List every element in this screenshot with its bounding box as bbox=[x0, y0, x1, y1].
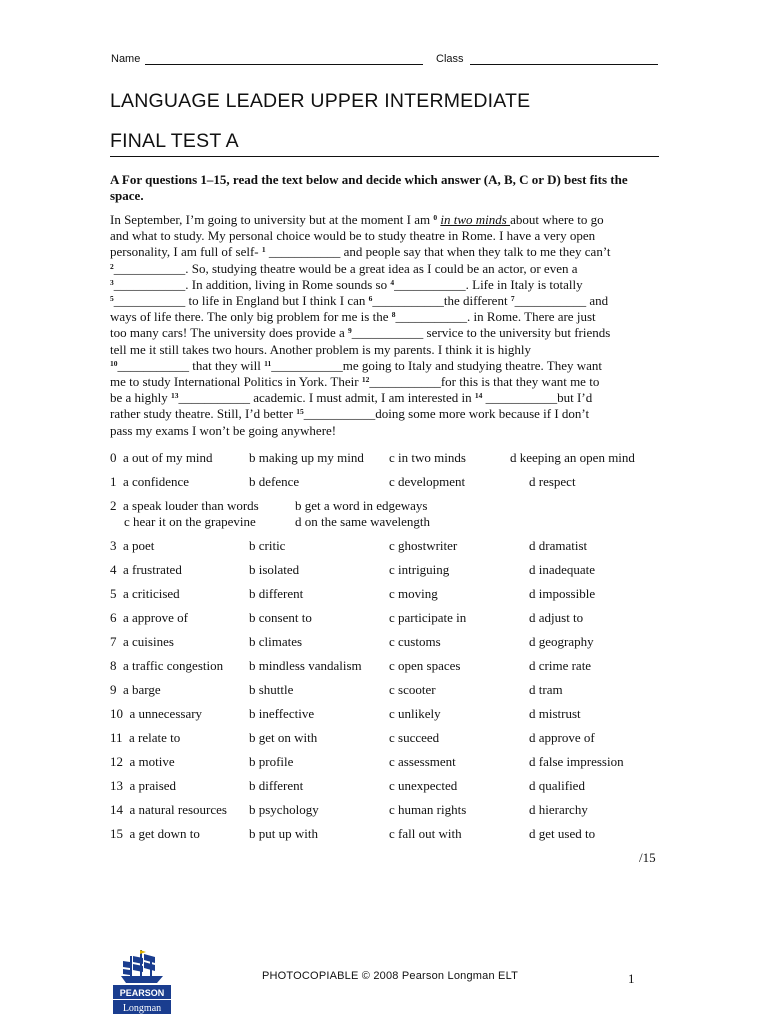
option-a[interactable]: 6 a approve of bbox=[110, 610, 188, 625]
option-b[interactable]: b shuttle bbox=[249, 682, 294, 697]
passage-line: too many cars! The university does provide a $^9$___________ service to the university but friends bbox=[110, 325, 611, 341]
option-b[interactable]: b climates bbox=[249, 634, 303, 649]
option-row-15 bbox=[110, 826, 660, 844]
blank-10[interactable]: ___________ bbox=[117, 357, 189, 373]
option-row-7 bbox=[110, 634, 660, 652]
option-row-4 bbox=[110, 562, 660, 580]
option-b[interactable]: b profile bbox=[249, 754, 294, 769]
test-title: FINAL TEST A bbox=[110, 130, 239, 152]
question-number: 12 bbox=[110, 754, 123, 769]
option-row-6 bbox=[110, 610, 660, 628]
blank-15[interactable]: ___________ bbox=[303, 406, 376, 422]
option-c[interactable]: c intriguing bbox=[389, 562, 450, 577]
option-a[interactable]: 15 a get down to bbox=[110, 826, 200, 841]
option-a[interactable]: 0 a out of my mind bbox=[110, 450, 213, 465]
blank-14[interactable]: ___________ bbox=[485, 390, 558, 406]
option-a[interactable]: 9 a barge bbox=[110, 682, 161, 697]
option-b[interactable]: b isolated bbox=[249, 562, 300, 577]
option-a[interactable]: 11 a relate to bbox=[110, 730, 181, 745]
blank-8[interactable]: ___________ bbox=[395, 309, 467, 325]
option-c[interactable]: c in two minds bbox=[389, 450, 466, 465]
option-d[interactable]: d mistrust bbox=[529, 706, 581, 721]
option-row-5 bbox=[110, 586, 660, 604]
passage-line: and what to study. My personal choice would be to study theatre in Rome. I have a very open bbox=[110, 228, 596, 244]
passage-line: $^{10}$___________ that they will $^{11}$___________me going to Italy and studying theatre. They want bbox=[110, 357, 603, 373]
option-row-11 bbox=[110, 730, 660, 748]
question-number: 0 bbox=[110, 450, 117, 465]
question-number: 14 bbox=[110, 802, 123, 817]
class-field-line[interactable] bbox=[470, 64, 658, 65]
option-b[interactable]: b psychology bbox=[249, 802, 319, 817]
option-d[interactable]: d inadequate bbox=[529, 562, 596, 577]
option-b[interactable]: b making up my mind bbox=[249, 450, 364, 465]
score-total: /15 bbox=[639, 850, 656, 865]
question-number: 3 bbox=[110, 538, 117, 553]
option-b[interactable]: b different bbox=[249, 586, 304, 601]
option-b[interactable]: b defence bbox=[249, 474, 300, 489]
question-number: 13 bbox=[110, 778, 123, 793]
passage-line: personality, I am full of self- $^1$ ___________ and people say that when they talk to me they can’t bbox=[110, 244, 611, 260]
option-c[interactable]: c participate in bbox=[389, 610, 467, 625]
option-a[interactable]: 10 a unnecessary bbox=[110, 706, 203, 721]
option-row-12 bbox=[110, 754, 660, 772]
page-number: 1 bbox=[628, 971, 635, 986]
blank-11[interactable]: ___________ bbox=[271, 357, 343, 373]
option-row-9 bbox=[110, 682, 660, 700]
option-a[interactable]: 1 a confidence bbox=[110, 474, 190, 489]
question-number: 1 bbox=[110, 474, 117, 489]
ship-icon bbox=[113, 948, 171, 1014]
passage-line: pass my exams I won’t be going anywhere! bbox=[110, 422, 337, 438]
passage-line: be a highly $^{13}$___________ academic. I must admit, I am interested in $^{14}$ ___________but I’d bbox=[110, 390, 593, 406]
blank-3[interactable]: ___________ bbox=[113, 276, 186, 292]
option-c[interactable]: c succeed bbox=[389, 730, 440, 745]
reading-passage bbox=[110, 212, 662, 439]
option-a[interactable]: 5 a criticised bbox=[110, 586, 180, 601]
question-number: 5 bbox=[110, 586, 117, 601]
photocopiable-notice: PHOTOCOPIABLE © 2008 Pearson Longman ELT bbox=[262, 970, 518, 982]
option-b[interactable]: b different bbox=[249, 778, 304, 793]
question-number: 11 bbox=[110, 730, 123, 745]
option-a[interactable]: 14 a natural resources bbox=[110, 802, 227, 817]
question-number: 7 bbox=[110, 634, 117, 649]
passage-line: $^5$___________ to life in England but I think I can $^6$___________the different $^7$___________ and bbox=[110, 293, 609, 309]
option-a[interactable]: 3 a poet bbox=[110, 538, 155, 553]
logo-text-bottom: Longman bbox=[122, 1003, 162, 1014]
option-d[interactable]: d geography bbox=[529, 634, 594, 649]
option-row-0 bbox=[110, 450, 660, 468]
option-row-13 bbox=[110, 778, 660, 796]
option-d[interactable]: d on the same wavelength bbox=[295, 514, 431, 529]
option-row-2b bbox=[110, 514, 660, 532]
page-title: LANGUAGE LEADER UPPER INTERMEDIATE bbox=[110, 90, 531, 112]
question-number: 10 bbox=[110, 706, 123, 721]
name-label: Name bbox=[111, 53, 141, 65]
blank-5[interactable]: ___________ bbox=[113, 293, 186, 309]
option-b[interactable]: b critic bbox=[249, 538, 286, 553]
passage-line: ways of life there. The only big problem for me is the $^8$___________. in Rome. There are just bbox=[110, 309, 596, 325]
option-c[interactable]: c unlikely bbox=[389, 706, 441, 721]
passage-line: $^3$___________. In addition, living in Rome sounds so $^4$___________. Life in Italy is totally bbox=[110, 276, 583, 292]
question-number: 4 bbox=[110, 562, 117, 577]
blank-7[interactable]: ___________ bbox=[514, 293, 587, 309]
option-a[interactable]: 2 a speak louder than words bbox=[110, 498, 259, 513]
blank-9[interactable]: ___________ bbox=[351, 325, 424, 341]
option-c[interactable]: c unexpected bbox=[389, 778, 458, 793]
logo-text-top: PEARSON bbox=[119, 988, 165, 998]
option-row-10 bbox=[110, 706, 660, 724]
option-b[interactable]: b ineffective bbox=[249, 706, 315, 721]
name-field-line[interactable] bbox=[145, 64, 423, 65]
passage-line: me to study International Politics in York. Their $^{12}$___________for this is that they want me to bbox=[110, 374, 600, 390]
option-b[interactable]: b put up with bbox=[249, 826, 318, 841]
option-d[interactable]: d adjust to bbox=[529, 610, 584, 625]
blank-6[interactable]: ___________ bbox=[372, 293, 444, 309]
passage-line: In September, I’m going to university but at the moment I am $^0$ in two minds about where to go bbox=[110, 212, 604, 227]
option-c[interactable]: c hear it on the grapevine bbox=[124, 514, 256, 529]
question-number: 6 bbox=[110, 610, 117, 625]
option-c[interactable]: c scooter bbox=[389, 682, 436, 697]
pearson-longman-logo bbox=[113, 948, 171, 1014]
option-row-1 bbox=[110, 474, 660, 492]
blank-1[interactable]: ___________ bbox=[268, 244, 341, 260]
passage-line: tell me it still takes two hours. Another problem is my parents. I think it is highly bbox=[110, 341, 532, 357]
option-c[interactable]: c moving bbox=[389, 586, 438, 601]
blank-13[interactable]: ___________ bbox=[178, 390, 251, 406]
option-d[interactable]: d respect bbox=[529, 474, 576, 489]
question-number: 2 bbox=[110, 498, 117, 513]
option-b[interactable]: b consent to bbox=[249, 610, 312, 625]
option-c[interactable]: c development bbox=[389, 474, 466, 489]
option-b[interactable]: b get a word in edgeways bbox=[295, 498, 428, 513]
class-label: Class bbox=[436, 53, 464, 65]
passage-line: $^2$___________. So, studying theatre would be a great idea as I could be an actor, or even a bbox=[110, 260, 578, 276]
option-c[interactable]: c assessment bbox=[389, 754, 456, 769]
option-row-3 bbox=[110, 538, 660, 556]
option-d[interactable]: d keeping an open mind bbox=[510, 450, 635, 465]
option-b[interactable]: b get on with bbox=[249, 730, 318, 745]
blank-2[interactable]: ___________ bbox=[113, 260, 186, 276]
option-c[interactable]: c ghostwriter bbox=[389, 538, 458, 553]
option-a[interactable]: 7 a cuisines bbox=[110, 634, 174, 649]
option-a[interactable]: 4 a frustrated bbox=[110, 562, 182, 577]
option-d[interactable]: d false impression bbox=[529, 754, 624, 769]
option-d[interactable]: d qualified bbox=[529, 778, 585, 793]
option-d[interactable]: d dramatist bbox=[529, 538, 588, 553]
option-d[interactable]: d tram bbox=[529, 682, 563, 697]
title-divider bbox=[110, 156, 659, 157]
option-row-14 bbox=[110, 802, 660, 820]
option-row-8 bbox=[110, 658, 660, 676]
question-number: 9 bbox=[110, 682, 117, 697]
blank-12[interactable]: ___________ bbox=[369, 374, 441, 390]
blank-4[interactable]: ___________ bbox=[394, 276, 466, 292]
option-a[interactable]: 12 a motive bbox=[110, 754, 175, 769]
section-a-instructions: A For questions 1–15, read the text below and decide which answer (A, B, C or D) best fits the space. bbox=[110, 172, 628, 203]
question-number: 15 bbox=[110, 826, 123, 841]
option-d[interactable]: d impossible bbox=[529, 586, 596, 601]
option-a[interactable]: 13 a praised bbox=[110, 778, 177, 793]
question-number: 8 bbox=[110, 658, 117, 673]
option-d[interactable]: d get used to bbox=[529, 826, 596, 841]
option-d[interactable]: d hierarchy bbox=[529, 802, 588, 817]
option-c[interactable]: c customs bbox=[389, 634, 441, 649]
option-c[interactable]: c human rights bbox=[389, 802, 467, 817]
option-d[interactable]: d approve of bbox=[529, 730, 595, 745]
option-b[interactable]: b mindless vandalism bbox=[249, 658, 362, 673]
name-class-row bbox=[111, 51, 659, 69]
passage-line: rather study theatre. Still, I’d better $^{15}$___________doing some more work because if I don’t bbox=[110, 406, 590, 422]
example-answer: in two minds bbox=[440, 212, 511, 227]
option-c[interactable]: c open spaces bbox=[389, 658, 461, 673]
option-d[interactable]: d crime rate bbox=[529, 658, 592, 673]
option-a[interactable]: 8 a traffic congestion bbox=[110, 658, 224, 673]
option-c[interactable]: c fall out with bbox=[389, 826, 462, 841]
